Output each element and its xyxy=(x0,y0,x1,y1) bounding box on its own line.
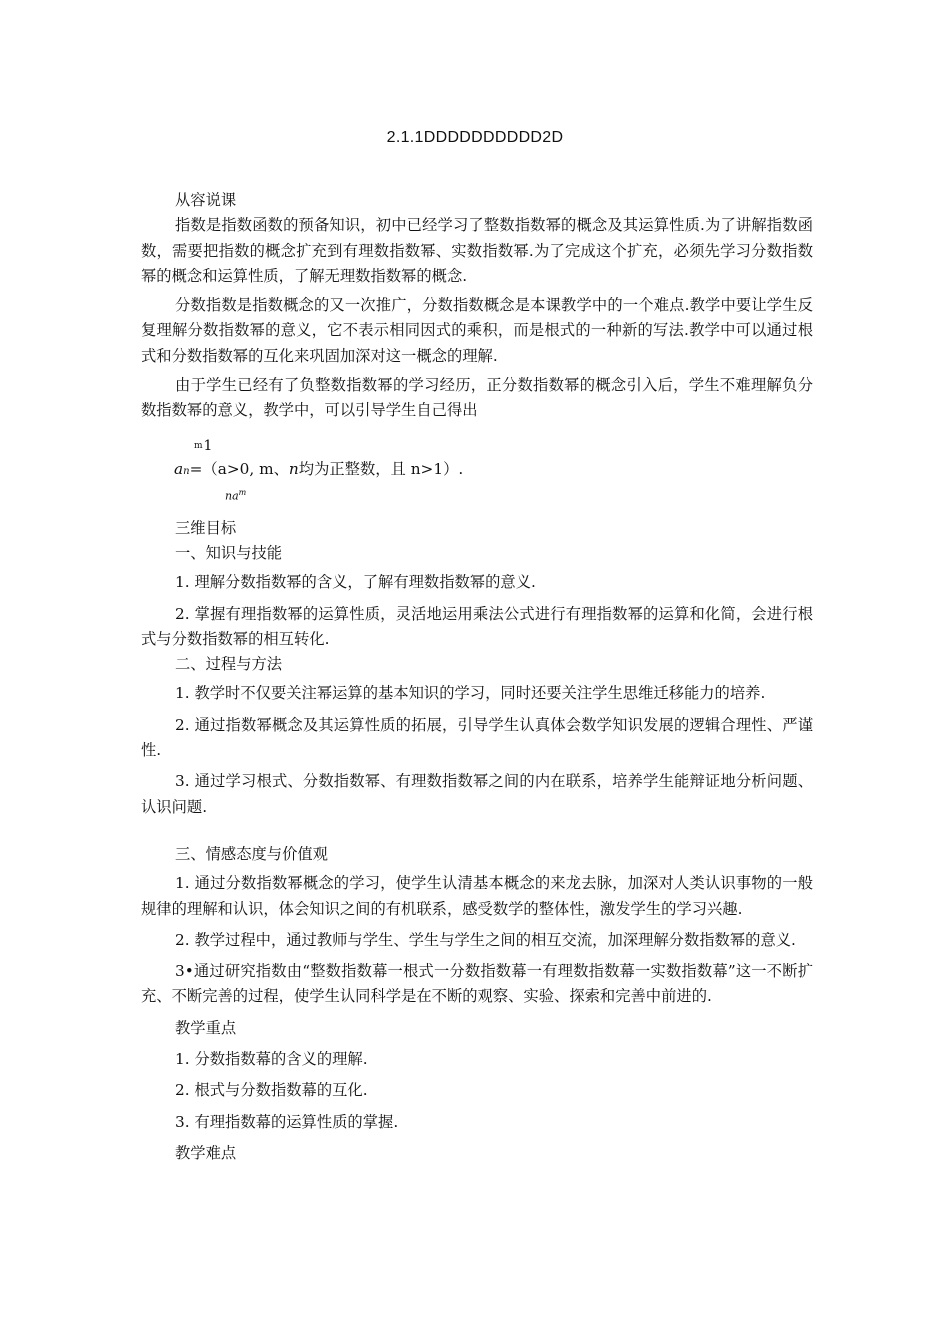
list-item: 2. 教学过程中，通过教师与学生、学生与学生之间的相互交流，加深理解分数指数幂的意义. xyxy=(175,930,796,949)
list-item: 1. 教学时不仅要关注幂运算的基本知识的学习，同时还要关注学生思维迁移能力的培养. xyxy=(175,684,766,703)
list-item: 2. 通过指数幂概念及其运算性质的拓展，引导学生认真体会数学知识发展的逻辑合理性、严谨性. xyxy=(141,715,813,760)
list-item: 1. 分数指数幕的含义的理解. xyxy=(175,1050,368,1069)
section-heading-lesson-intro: 从容说课 xyxy=(175,191,237,209)
formula-numerator: m1 xyxy=(194,437,213,454)
list-item: 3. 通过学习根式、分数指数幂、有理数指数幂之间的内在联系，培养学生能辩证地分析问题、认识问题. xyxy=(141,772,813,816)
section-heading-difficulties: 教学难点 xyxy=(175,1143,237,1162)
list-item: 3•通过研究指数由“整数指数幕一根式一分数指数幕一有理数指数幕一实数指数幕”这一不断扩充、不断完善的过程，使学生认同科学是在不断的观察、实验、探索和完善中前进的. xyxy=(141,962,813,1006)
paragraph: 分数指数是指数概念的又一次推广，分数指数概念是本课教学中的一个难点.教学中要让学生反复理解分数指数幂的意义，它不表示相同因式的乘积，而是根式的一种新的写法.教学中可以通过根式和分数指数幂的互化来巩固加深对这一概念的理解. xyxy=(141,296,813,365)
page-title: 2.1.1DDDDDDDDDD2D xyxy=(386,129,564,146)
list-item: 2. 根式与分数指数幕的互化. xyxy=(175,1081,368,1100)
subsection-heading: 三、情感态度与价值观 xyxy=(175,844,328,863)
section-heading-objectives: 三维目标 xyxy=(175,518,237,537)
subsection-heading: 一、知识与技能 xyxy=(175,543,283,562)
list-item: 3. 有理指数幕的运算性质的掌握. xyxy=(175,1112,399,1131)
paragraph: 由于学生已经有了负整数指数幂的学习经历，正分数指数幂的概念引入后，学生不难理解负分数指数幂的意义，教学中，可以引导学生自己得出 xyxy=(141,376,813,420)
list-item: 1. 理解分数指数幂的含义，了解有理数指数幂的意义. xyxy=(175,573,536,592)
formula-main-line: an=（a>0, m、n均为正整数，且 n>1）. xyxy=(174,459,464,478)
formula-denominator: $na^m$ xyxy=(225,487,247,503)
formula xyxy=(141,438,813,508)
section-heading-key-points: 教学重点 xyxy=(175,1018,237,1037)
list-item: 1. 通过分数指数幂概念的学习，使学生认清基本概念的来龙去脉，加深对人类认识事物的一般规律的理解和认识，体会知识之间的有机联系，感受数学的整体性，激发学生的学习兴趣. xyxy=(141,874,813,918)
paragraph: 指数是指数函数的预备知识，初中已经学习了整数指数幂的概念及其运算性质.为了讲解指数函数，需要把指数的概念扩充到有理数指数幂、实数指数幂.为了完成这个扩充，必须先学习分数指数幂的概念和运算性质，了解无理数指数幂的概念. xyxy=(141,216,813,285)
document-body xyxy=(141,188,813,1166)
subsection-heading: 二、过程与方法 xyxy=(175,655,283,674)
list-item: 2. 掌握有理指数幂的运算性质，灵活地运用乘法公式进行有理指数幂的运算和化简，会进行根式与分数指数幂的相互转化. xyxy=(141,604,813,648)
